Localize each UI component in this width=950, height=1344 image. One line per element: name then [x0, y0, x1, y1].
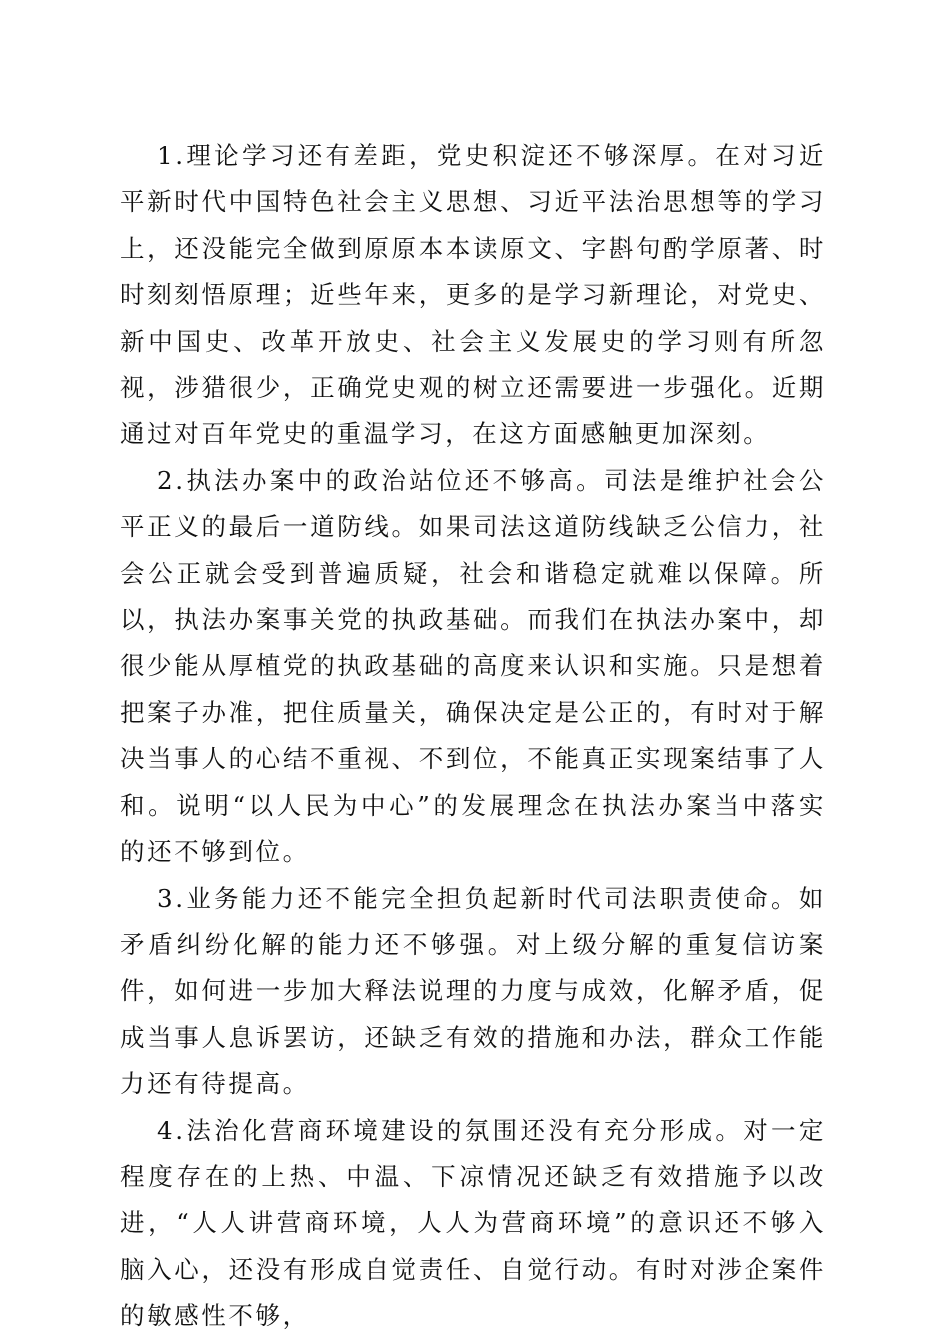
- paragraph-professional-ability: 3.业务能力还不能完全担负起新时代司法职责使命。如矛盾纠纷化解的能力还不够强。对上级分解的重复信访案件，如何进一步加大释法说理的力度与成效，化解矛盾，促成当事人息诉罢访，还缺乏有效的措施和办法，群众工作能力还有待提高。: [120, 883, 826, 1099]
- paragraph-business-environment: 4.法治化营商环境建设的氛围还没有充分形成。对一定程度存在的上热、中温、下凉情况还缺乏有效措施予以改进，“人人讲营商环境，人人为营商环境”的意识还不够入脑入心，还没有形成自觉责任、自觉行动。有时对涉企案件的敏感性不够，: [120, 1115, 826, 1331]
- document-body: [120, 133, 826, 1340]
- paragraph-political-stance: 2.执法办案中的政治站位还不够高。司法是维护社会公平正义的最后一道防线。如果司法这道防线缺乏公信力，社会公正就会受到普遍质疑，社会和谐稳定就难以保障。所以，执法办案事关党的执政基础。而我们在执法办案中，却很少能从厚植党的执政基础的高度来认识和实施。只是想着把案子办准，把住质量关，确保决定是公正的，有时对于解决当事人的心结不重视、不到位，不能真正实现案结事了人和。说明“以人民为中心”的发展理念在执法办案当中落实的还不够到位。: [120, 465, 826, 867]
- paragraph-theory-study: 1.理论学习还有差距，党史积淀还不够深厚。在对习近平新时代中国特色社会主义思想、习近平法治思想等的学习上，还没能完全做到原原本本读原文、字斟句酌学原著、时时刻刻悟原理；近些年来，更多的是学习新理论，对党史、新中国史、改革开放史、社会主义发展史的学习则有所忽视，涉猎很少，正确党史观的树立还需要进一步强化。近期通过对百年党史的重温学习，在这方面感触更加深刻。: [120, 141, 826, 449]
